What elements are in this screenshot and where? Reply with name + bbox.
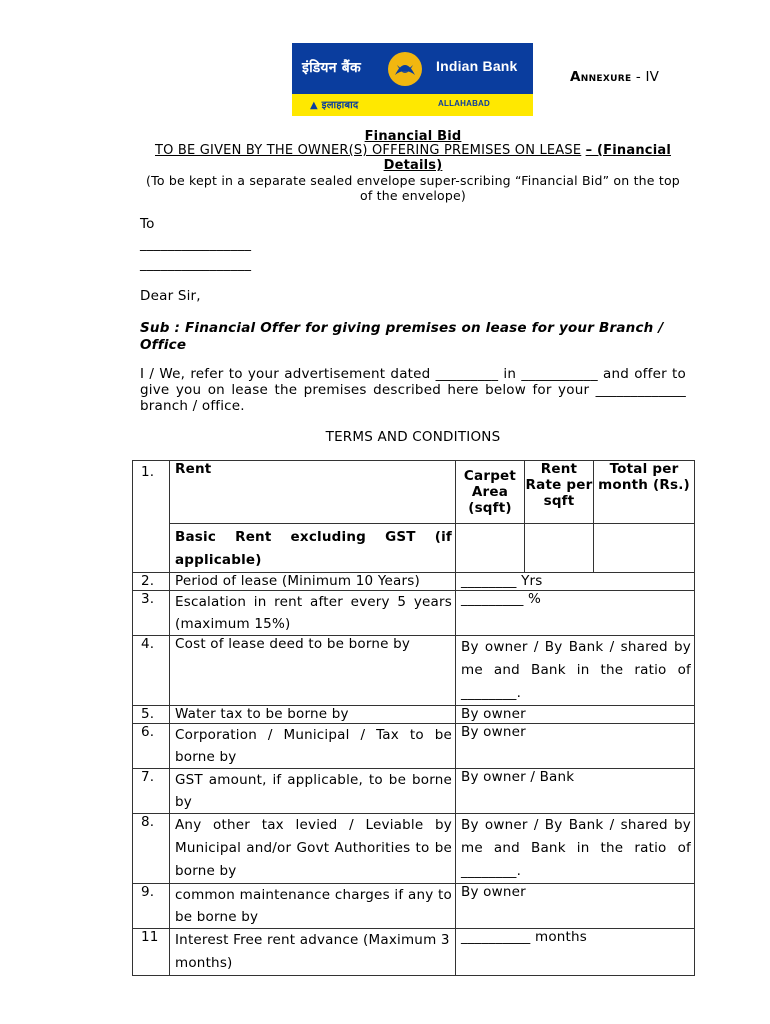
logo-english-sub: ALLAHABAD: [438, 99, 491, 108]
rent-label: Rent: [170, 461, 456, 524]
terms-table: [132, 460, 695, 976]
row-item: Water tax to be borne by: [170, 706, 456, 724]
indian-bank-logo: [292, 43, 533, 116]
row-number: 7.: [133, 769, 170, 814]
row-number: 1.: [133, 461, 170, 573]
body-paragraph: I / We, refer to your advertisement dated _________ in ___________ and offer to give you on lease the premises described here below for your _____________ branch / office.: [140, 366, 686, 414]
logo-hindi-name: इंडियन बैंक: [302, 60, 361, 76]
logo-bottom-band: [292, 94, 533, 116]
row-item: common maintenance charges if any to be borne by: [170, 884, 456, 929]
table-row: [133, 884, 695, 929]
table-row: [133, 724, 695, 769]
col-total-per-month: Total per month (Rs.): [594, 461, 695, 524]
row-item: Corporation / Municipal / Tax to be borne by: [170, 724, 456, 769]
subtitle-plain: TO BE GIVEN BY THE OWNER(S) OFFERING PREMISES ON LEASE: [155, 143, 582, 158]
table-row: [133, 573, 695, 591]
col-rent-rate: Rent Rate per sqft: [525, 461, 594, 524]
row-number: 9.: [133, 884, 170, 929]
annexure-number: - IV: [635, 69, 660, 85]
address-blank-2: ________________: [140, 256, 252, 272]
table-row: [133, 591, 695, 636]
table-row: [133, 814, 695, 884]
total-per-month-cell[interactable]: [594, 524, 695, 573]
row-number: 5.: [133, 706, 170, 724]
carpet-area-cell[interactable]: [456, 524, 525, 573]
terms-heading: TERMS AND CONDITIONS: [325, 429, 501, 445]
annexure-word: Annexure: [570, 69, 632, 85]
col-carpet-area: Carpet Area (sqft): [456, 461, 525, 524]
rent-rate-cell[interactable]: [525, 524, 594, 573]
row-number: 11: [133, 929, 170, 976]
row-item: Escalation in rent after every 5 years (maximum 15%): [170, 591, 456, 636]
row-value: ________ Yrs: [456, 573, 695, 591]
bank-emblem-icon: [387, 51, 423, 87]
row-value: _________ %: [456, 591, 695, 636]
table-row-rent-header: [133, 461, 695, 524]
row-number: 4.: [133, 636, 170, 706]
row-number: 3.: [133, 591, 170, 636]
table-row: [133, 706, 695, 724]
document-subtitle: [140, 143, 686, 173]
row-value: By owner / Bank: [456, 769, 695, 814]
envelope-note: (To be kept in a separate sealed envelope super-scribing “Financial Bid” on the top of the envelope): [146, 173, 680, 203]
logo-english-name: Indian Bank: [436, 58, 518, 74]
table-row: [133, 769, 695, 814]
basic-rent-label: Basic Rent excluding GST (if applicable): [170, 524, 456, 573]
row-number: 8.: [133, 814, 170, 884]
subtitle-bold: – (Financial Details): [383, 143, 671, 173]
document-title: Financial Bid: [364, 129, 462, 144]
row-item: Cost of lease deed to be borne by: [170, 636, 456, 706]
address-blank-1: ________________: [140, 236, 252, 252]
row-value: By owner: [456, 884, 695, 929]
row-number: 2.: [133, 573, 170, 591]
row-item: Any other tax levied / Leviable by Municipal and/or Govt Authorities to be borne by: [170, 814, 456, 884]
table-row-basic-rent: [133, 524, 695, 573]
annexure-label: [570, 69, 659, 85]
row-value: By owner: [456, 724, 695, 769]
logo-top-band: [292, 43, 533, 93]
row-item: Period of lease (Minimum 10 Years): [170, 573, 456, 591]
row-value: By owner / By Bank / shared by me and Bank in the ratio of ________.: [456, 814, 695, 884]
row-number: 6.: [133, 724, 170, 769]
to-line: To: [140, 216, 155, 232]
row-value: By owner / By Bank / shared by me and Bank in the ratio of ________.: [456, 636, 695, 706]
row-item: Interest Free rent advance (Maximum 3 months): [170, 929, 456, 976]
table-row: [133, 929, 695, 976]
salutation: Dear Sir,: [140, 288, 201, 304]
row-value: __________ months: [456, 929, 695, 976]
row-item: GST amount, if applicable, to be borne by: [170, 769, 456, 814]
logo-hindi-sub: ▲ इलाहाबाद: [310, 100, 359, 111]
subject-line: Sub : Financial Offer for giving premises on lease for your Branch / Office: [140, 320, 664, 353]
table-row: [133, 636, 695, 706]
row-value: By owner: [456, 706, 695, 724]
